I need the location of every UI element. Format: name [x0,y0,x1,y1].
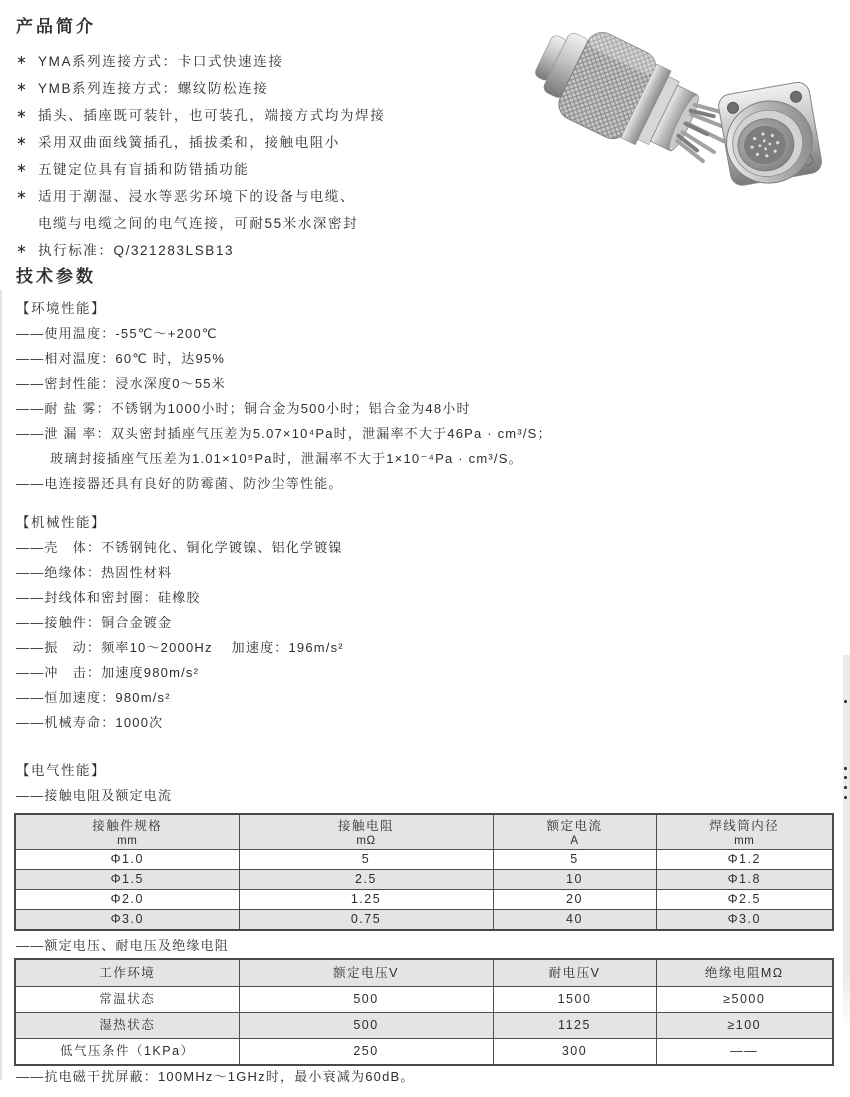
contact-resistance-current-table [14,813,834,931]
table-row [15,1039,833,1066]
column-header: 接触电阻 mΩ [239,814,493,850]
column-header: 工作环境 [15,959,239,987]
table-cell: ≥5000 [656,987,833,1013]
table-cell: 250 [239,1039,493,1066]
table-header-row [15,814,833,850]
list-item-text: 采用双曲面线簧插孔，插拔柔和，接触电阻小 [38,134,340,150]
bullet-asterisk: ∗ [16,186,29,202]
table-cell: Φ1.0 [15,850,239,870]
connector-photos-illustration [518,30,838,205]
subsection-header: 【环境性能】 [16,301,106,316]
spec-line: ——机械寿命：1000次 [16,715,164,730]
table-cell: Φ1.5 [15,870,239,890]
product-intro-list [16,46,385,262]
spec-line: ——接触件：铜合金镀金 [16,615,173,630]
spec-line-continuation: 玻璃封接插座气压差为1.01×10⁵Pa时，泄漏率不大于1×10⁻⁴Pa · cm³/S。 [50,451,523,466]
table-cell: 5 [493,850,656,870]
list-item-text: YMB系列连接方式：螺纹防松连接 [38,80,269,96]
table-cell: 1.25 [239,890,493,910]
list-item-text: YMA系列连接方式：卡口式快速连接 [38,53,284,69]
table-cell: Φ2.5 [656,890,833,910]
table-cell: 500 [239,1013,493,1039]
bullet-asterisk: ∗ [16,105,29,121]
edge-tab-mark [844,700,847,703]
list-item [16,235,385,262]
table-header-row [15,959,833,987]
table-cell: 常温状态 [15,987,239,1013]
spec-line: ——绝缘体：热固性材料 [16,565,173,580]
table-cell: —— [656,1039,833,1066]
table-row [15,890,833,910]
list-item-text: 五键定位具有盲插和防错插功能 [38,161,250,177]
environment-performance-section [16,296,552,496]
bullet-asterisk: ∗ [16,159,29,175]
table-cell: 0.75 [239,910,493,931]
bullet-asterisk: ∗ [16,51,29,67]
table-cell: 20 [493,890,656,910]
spec-line: ——冲 击：加速度980m/s² [16,665,200,680]
section-title-tech-params: 技术参数 [16,267,96,286]
spec-line: ——电连接器还具有良好的防霉菌、防沙尘等性能。 [16,476,343,491]
table-cell: 湿热状态 [15,1013,239,1039]
table-cell: 2.5 [239,870,493,890]
section-title-product-intro: 产品简介 [16,17,96,36]
edge-tab-marks [844,767,847,770]
subsection-header: 【机械性能】 [16,515,106,530]
bullet-asterisk: ∗ [16,78,29,94]
table-cell: Φ2.0 [15,890,239,910]
spec-line: ——恒加速度：980m/s² [16,690,171,705]
table-row [15,870,833,890]
spec-line: ——泄 漏 率：双头密封插座气压差为5.07×10⁴Pa时，泄漏率不大于46Pa · cm³/S； [16,426,552,441]
list-item-text: 插头、插座既可装针，也可装孔，端接方式均为焊接 [38,107,386,123]
column-header: 接触件规格 mm [15,814,239,850]
bullet-asterisk: ∗ [16,240,29,256]
table-cell: 低气压条件（1KPa） [15,1039,239,1066]
list-item-text: 适用于潮湿、浸水等恶劣环境下的设备与电缆、 [38,188,356,204]
table-cell: 10 [493,870,656,890]
list-item [16,46,385,73]
list-item [16,100,385,127]
table-row [15,910,833,931]
list-item-continuation [16,208,385,235]
subsection-header: 【电气性能】 [16,763,106,778]
list-item [16,181,385,208]
spec-line: ——壳 体：不锈钢钝化、铜化学镀镍、铝化学镀镍 [16,540,343,555]
table-cell: Φ3.0 [656,910,833,931]
spec-line: ——相对温度：60℃ 时，达95% [16,351,226,366]
mechanical-performance-section [16,510,344,735]
table-cell: 5 [239,850,493,870]
plug-connector [523,30,744,184]
voltage-insulation-table [14,958,834,1066]
electrical-performance-section [16,758,172,808]
table-row [15,850,833,870]
column-header: 绝缘电阻MΩ [656,959,833,987]
column-header: 耐电压V [493,959,656,987]
spec-line: ——耐 盐 雾：不锈钢为1000小时；铜合金为500小时；铝合金为48小时 [16,401,471,416]
table-cell: 300 [493,1039,656,1066]
table-cell: 40 [493,910,656,931]
list-item-text: 执行标准：Q/321283LSB13 [38,242,235,258]
spec-line: ——封线体和密封圈：硅橡胶 [16,590,201,605]
table2-caption: ——额定电压、耐电压及绝缘电阻 [16,938,230,953]
list-item [16,73,385,100]
list-item [16,127,385,154]
list-item [16,154,385,181]
table-cell: Φ1.8 [656,870,833,890]
table-cell: Φ3.0 [15,910,239,931]
left-page-rule [0,290,2,1080]
spec-line: ——振 动：频率10～2000Hz 加速度：196m/s² [16,640,344,655]
emi-shielding-line: ——抗电磁干扰屏蔽：100MHz～1GHz时，最小衰减为60dB。 [16,1069,415,1084]
table-cell: Φ1.2 [656,850,833,870]
product-photos [518,30,838,205]
table-cell: 1125 [493,1013,656,1039]
page-edge-tab [843,655,850,1030]
column-header: 额定电压V [239,959,493,987]
list-item-text: 电缆与电缆之间的电气连接，可耐55米水深密封 [38,215,359,231]
table1-caption: ——接触电阻及额定电流 [16,788,173,803]
receptacle-connector [717,81,824,191]
spec-line: ——使用温度：-55℃～+200℃ [16,326,218,341]
table-row [15,1013,833,1039]
table-cell: 500 [239,987,493,1013]
table-row [15,987,833,1013]
column-header: 额定电流 A [493,814,656,850]
table-cell: 1500 [493,987,656,1013]
table-cell: ≥100 [656,1013,833,1039]
spec-line: ——密封性能：浸水深度0～55米 [16,376,226,391]
bullet-asterisk: ∗ [16,132,29,148]
column-header: 焊线筒内径 mm [656,814,833,850]
